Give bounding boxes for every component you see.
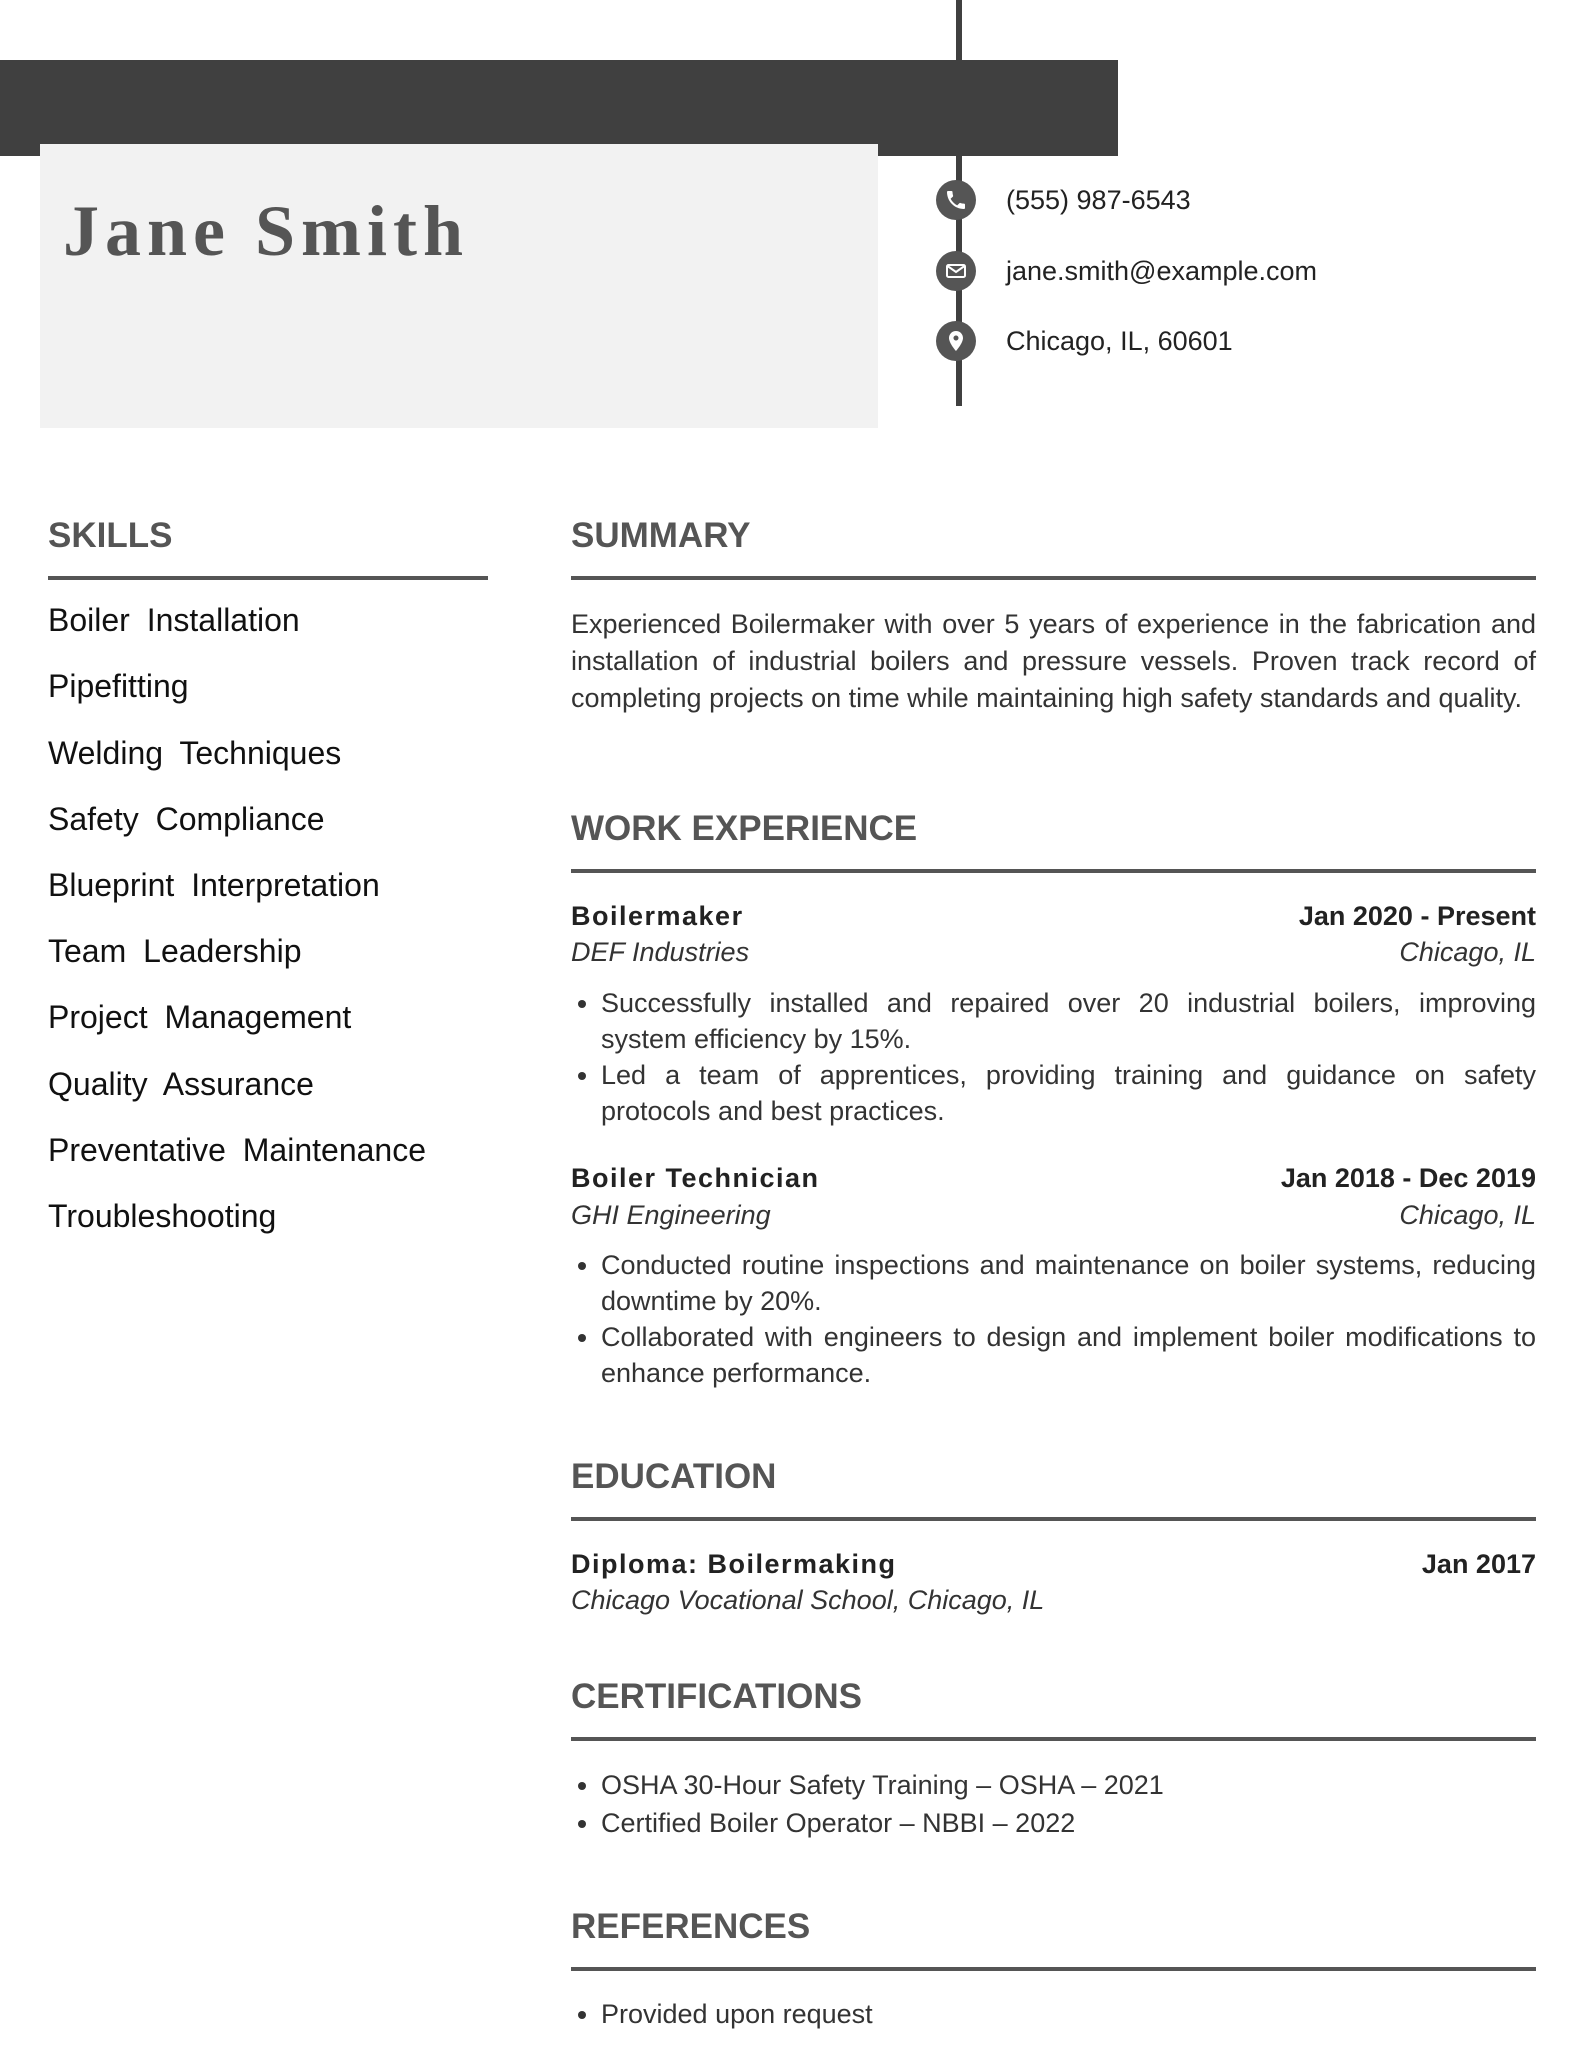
job-dates: Jan 2018 - Dec 2019 bbox=[1280, 1163, 1536, 1193]
skill-item: Blueprint Interpretation bbox=[48, 867, 380, 903]
mail-icon bbox=[936, 251, 976, 291]
degree-title: Diploma: Boilermaking bbox=[571, 1549, 897, 1579]
job-company: GHI Engineering bbox=[571, 1200, 771, 1230]
education-heading: EDUCATION bbox=[571, 1457, 777, 1496]
job-dates: Jan 2020 - Present bbox=[1298, 901, 1536, 931]
contact-email bbox=[936, 249, 1317, 293]
skill-item: Pipefitting bbox=[48, 668, 189, 704]
job-title: Boiler Technician bbox=[571, 1163, 820, 1193]
skill-item: Welding Techniques bbox=[48, 735, 342, 771]
job-location: Chicago, IL bbox=[1399, 1200, 1536, 1230]
job-header bbox=[571, 1163, 1536, 1194]
email-address[interactable]: jane.smith@example.com bbox=[1006, 255, 1318, 286]
skills-heading: SKILLS bbox=[48, 516, 173, 555]
job-company-row bbox=[571, 1200, 1536, 1231]
phone-number[interactable]: (555) 987-6543 bbox=[1006, 184, 1191, 215]
job-title: Boilermaker bbox=[571, 901, 744, 931]
job-bullet: • Conducted routine inspections and maintenance on boiler systems, reducing downtime by 20%. bbox=[601, 1247, 1536, 1319]
education-date: Jan 2017 bbox=[1421, 1549, 1536, 1579]
references-heading: REFERENCES bbox=[571, 1907, 811, 1946]
work-experience-heading: WORK EXPERIENCE bbox=[571, 809, 918, 848]
header-bar bbox=[0, 60, 1118, 156]
certification-item: • OSHA 30-Hour Safety Training – OSHA – 2021 bbox=[601, 1766, 1536, 1804]
reference-item: • Provided upon request bbox=[601, 1996, 1536, 2032]
skill-item: Quality Assurance bbox=[48, 1066, 314, 1102]
summary-text: Experienced Boilermaker with over 5 years of experience in the fabrication and installation of industrial boilers and pressure vessels. Proven track record of completing projects on time while maintaining high safety standards and quality. bbox=[571, 609, 1536, 713]
contact-location bbox=[936, 319, 1233, 363]
skill-item: Boiler Installation bbox=[48, 602, 300, 638]
name-panel bbox=[40, 144, 878, 428]
certifications-divider bbox=[571, 1737, 1536, 1741]
location-text: Chicago, IL, 60601 bbox=[1006, 325, 1233, 356]
contact-phone bbox=[936, 178, 1191, 222]
education-header bbox=[571, 1549, 1536, 1580]
summary-divider bbox=[571, 576, 1536, 580]
location-pin-icon bbox=[936, 321, 976, 361]
work-experience-divider bbox=[571, 869, 1536, 873]
job-bullets bbox=[571, 1247, 1536, 1391]
summary-heading: SUMMARY bbox=[571, 516, 751, 555]
skill-item: Preventative Maintenance bbox=[48, 1132, 426, 1168]
skill-item: Project Management bbox=[48, 999, 352, 1035]
education-divider bbox=[571, 1517, 1536, 1521]
certifications-list bbox=[571, 1766, 1536, 1842]
candidate-name: Jane Smith bbox=[63, 191, 470, 271]
references-list bbox=[571, 1996, 1536, 2032]
job-company: DEF Industries bbox=[571, 937, 750, 967]
job-bullet: • Led a team of apprentices, providing training and guidance on safety protocols and best practices. bbox=[601, 1057, 1536, 1129]
job-location: Chicago, IL bbox=[1399, 937, 1536, 967]
job-bullets bbox=[571, 985, 1536, 1129]
phone-icon bbox=[936, 180, 976, 220]
certifications-heading: CERTIFICATIONS bbox=[571, 1677, 863, 1716]
skill-item: Troubleshooting bbox=[48, 1198, 277, 1234]
job-bullet: • Successfully installed and repaired over 20 industrial boilers, improving system efficiency by 15%. bbox=[601, 985, 1536, 1057]
job-header bbox=[571, 901, 1536, 932]
skill-item: Team Leadership bbox=[48, 933, 302, 969]
education-school-row bbox=[571, 1585, 1536, 1616]
references-divider bbox=[571, 1967, 1536, 1971]
certification-item: • Certified Boiler Operator – NBBI – 2022 bbox=[601, 1804, 1536, 1842]
job-bullet: • Collaborated with engineers to design and implement boiler modifications to enhance performance. bbox=[601, 1319, 1536, 1391]
skill-item: Safety Compliance bbox=[48, 801, 325, 837]
skills-divider bbox=[48, 576, 488, 580]
school-name: Chicago Vocational School, Chicago, IL bbox=[571, 1585, 1045, 1615]
job-company-row bbox=[571, 937, 1536, 968]
